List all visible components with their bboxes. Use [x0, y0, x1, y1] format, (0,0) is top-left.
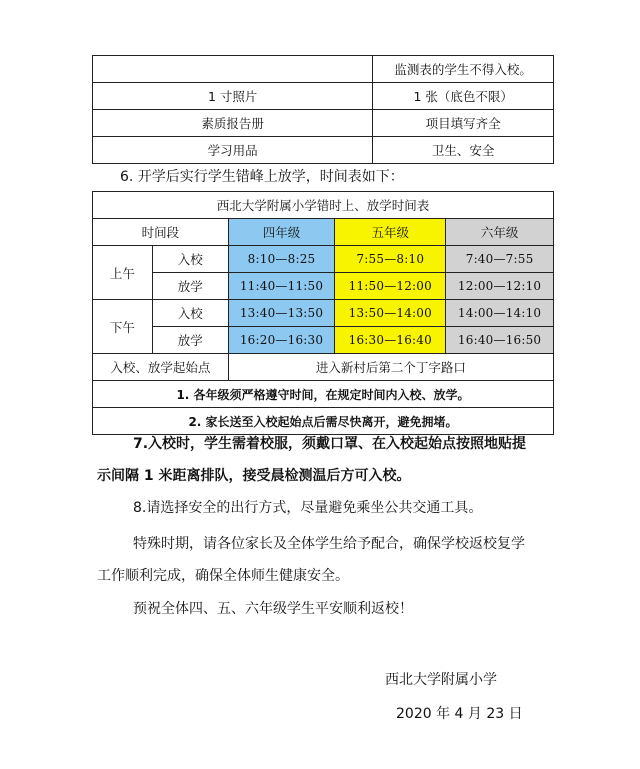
table-row — [93, 300, 554, 327]
time-cell: 13:50—14:00 — [335, 300, 446, 327]
note-1: 1. 各年级须严格遵守时间，在规定时间内入校、放学。 — [93, 381, 554, 408]
time-cell: 13:40—13:50 — [228, 300, 335, 327]
requirement-cell: 1 张（底色不限） — [373, 83, 554, 110]
time-cell: 14:00—14:10 — [446, 300, 554, 327]
note-2: 2. 家长送至入校起始点后需尽快离开，避免拥堵。 — [93, 408, 554, 435]
date: 2020 年 4 月 23 日 — [396, 706, 523, 722]
time-cell: 7:40—7:55 — [446, 246, 554, 273]
table-row — [93, 110, 554, 137]
item-7-line-2: 示间隔 1 米距离排队，接受晨检测温后方可入校。 — [97, 468, 411, 484]
item-8-text: 8.请选择安全的出行方式，尽量避免乘坐公共交通工具。 — [133, 500, 483, 516]
schedule-table — [92, 191, 554, 435]
table-row — [93, 327, 554, 354]
time-cell: 12:00—12:10 — [446, 273, 554, 300]
table-row — [93, 408, 554, 435]
time-cell: 11:50—12:00 — [335, 273, 446, 300]
time-cell: 16:40—16:50 — [446, 327, 554, 354]
closing-wish: 预祝全体四、五、六年级学生平安顺利返校！ — [133, 601, 413, 617]
grade4-header: 四年级 — [228, 219, 335, 246]
closing-line-1: 特殊时期，请各位家长及全体学生给予配合，确保学校返校复学 — [133, 536, 525, 552]
enter-label: 入校 — [152, 300, 228, 327]
grade6-header: 六年级 — [446, 219, 554, 246]
grade5-header: 五年级 — [335, 219, 446, 246]
item-cell: 1 寸照片 — [93, 83, 373, 110]
table-row — [93, 56, 554, 83]
morning-label: 上午 — [93, 246, 153, 300]
closing-line-2: 工作顺利完成，确保全体师生健康安全。 — [97, 568, 349, 584]
table-row — [93, 273, 554, 300]
leave-label: 放学 — [152, 327, 228, 354]
item-cell: 素质报告册 — [93, 110, 373, 137]
time-cell: 16:20—16:30 — [228, 327, 335, 354]
time-cell: 8:10—8:25 — [228, 246, 335, 273]
time-cell: 16:30—16:40 — [335, 327, 446, 354]
time-cell: 11:40—11:50 — [228, 273, 335, 300]
leave-label: 放学 — [152, 273, 228, 300]
schedule-title: 西北大学附属小学错时上、放学时间表 — [93, 192, 554, 219]
period-header: 时间段 — [93, 219, 229, 246]
item-cell: 学习用品 — [93, 137, 373, 164]
requirement-cell: 卫生、安全 — [373, 137, 554, 164]
table-row — [93, 354, 554, 381]
table-row — [93, 83, 554, 110]
item-7-line-1: 7.入校时，学生需着校服，须戴口罩、在入校起始点按照地贴提 — [133, 436, 527, 452]
requirement-cell: 项目填写齐全 — [373, 110, 554, 137]
start-point-label: 入校、放学起始点 — [93, 354, 229, 381]
requirement-cell: 监测表的学生不得入校。 — [373, 56, 554, 83]
item-cell — [93, 56, 373, 83]
time-cell: 7:55—8:10 — [335, 246, 446, 273]
signature: 西北大学附属小学 — [385, 672, 497, 688]
start-point-value: 进入新村后第二个丁字路口 — [228, 354, 553, 381]
enter-label: 入校 — [152, 246, 228, 273]
item-6-text: 6. 开学后实行学生错峰上放学，时间表如下： — [120, 169, 404, 185]
table-row — [93, 137, 554, 164]
requirements-table — [92, 55, 554, 164]
table-row — [93, 246, 554, 273]
table-row — [93, 381, 554, 408]
table-title-row — [93, 192, 554, 219]
afternoon-label: 下午 — [93, 300, 153, 354]
table-header-row — [93, 219, 554, 246]
